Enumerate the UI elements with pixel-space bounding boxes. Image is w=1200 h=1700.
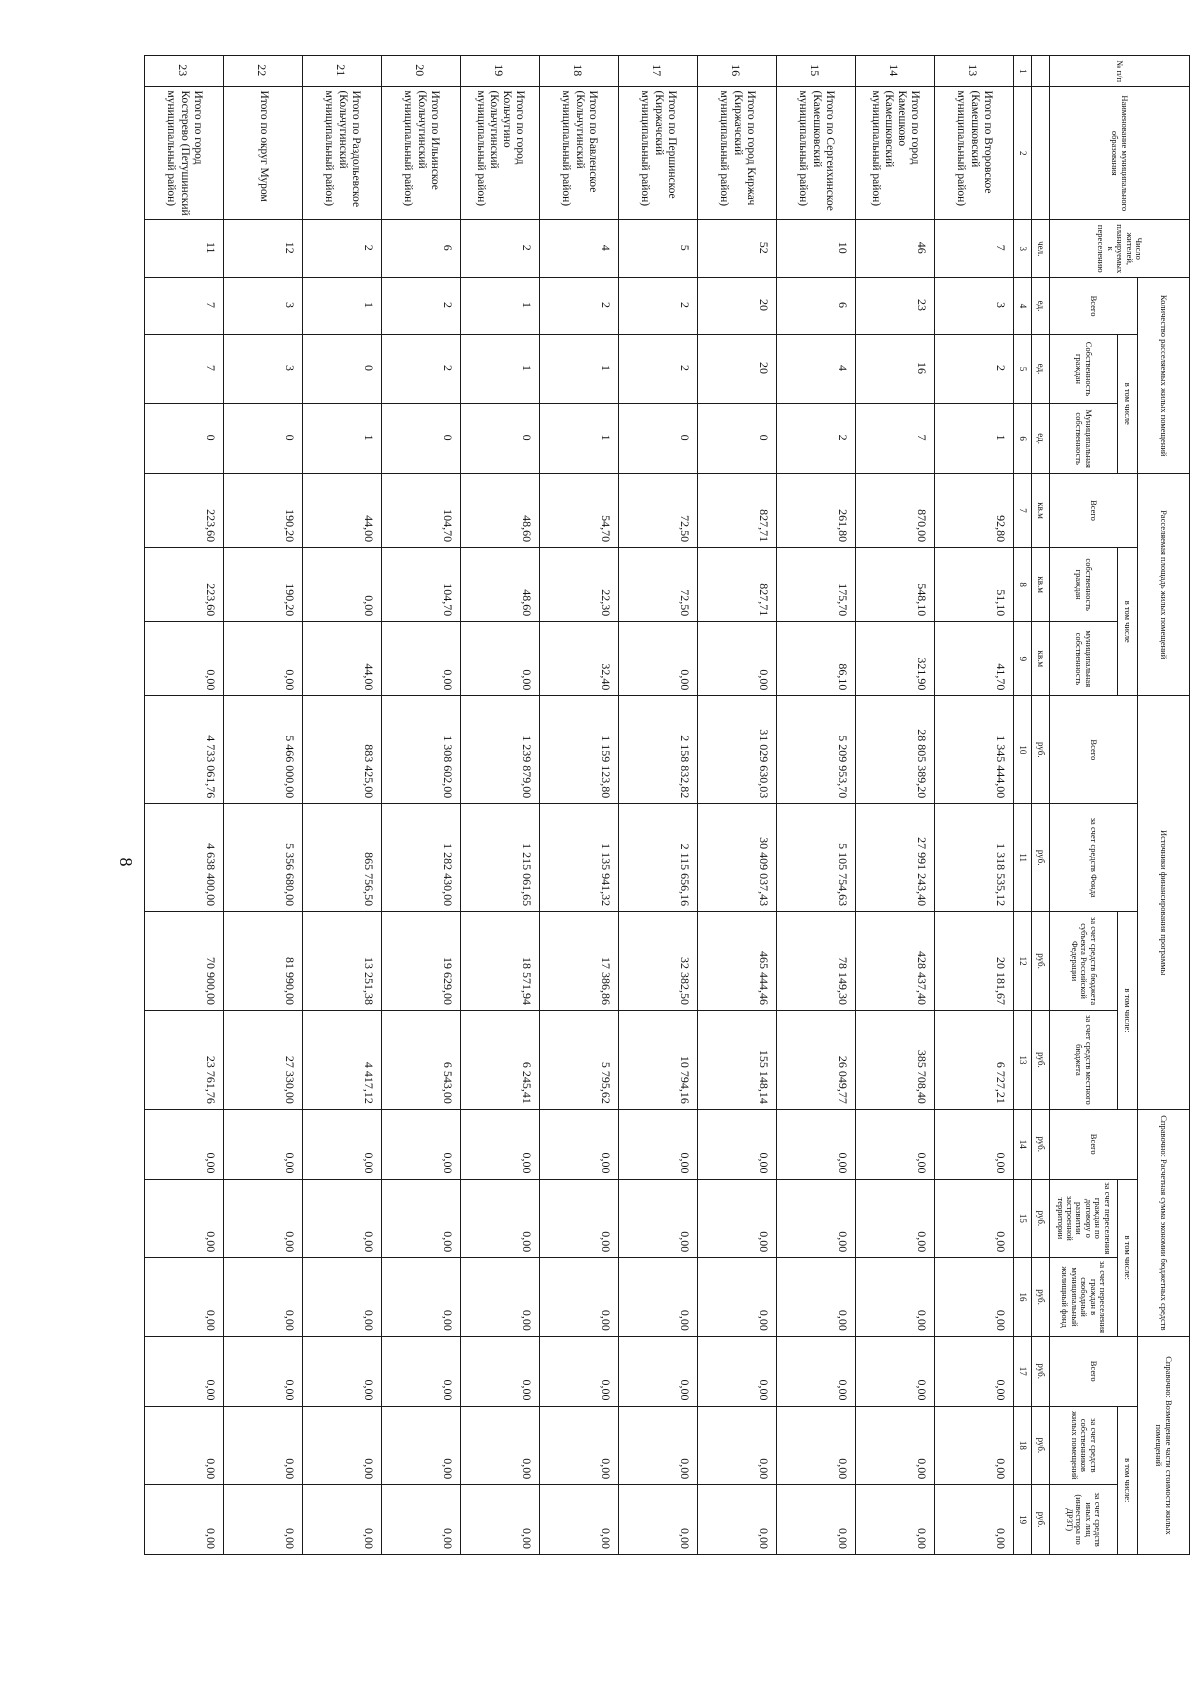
value-cell: 4	[777, 334, 856, 404]
header-econ-incl: в том числе:	[1118, 1179, 1138, 1336]
unit-cell: ед.	[1032, 278, 1050, 334]
value-cell: 0,00	[698, 1179, 777, 1258]
value-cell: 0,00	[619, 1406, 698, 1485]
unit-cell	[1032, 56, 1050, 87]
header-reimb-group: Справочно: Возмещение части стоимости жилых помещений	[1138, 1336, 1190, 1554]
value-cell: 7	[145, 334, 224, 404]
row-number: 16	[698, 56, 777, 87]
unit-cell: кв.м	[1032, 473, 1050, 547]
value-cell: 32,40	[540, 622, 619, 696]
value-cell: 827,71	[698, 548, 777, 622]
value-cell: 0,00	[777, 1485, 856, 1555]
value-cell: 0,00	[935, 1336, 1014, 1406]
value-cell: 17 386,86	[540, 912, 619, 1011]
value-cell: 1 215 061,65	[461, 804, 540, 912]
value-cell: 0,00	[461, 1109, 540, 1179]
value-cell: 0,00	[698, 1336, 777, 1406]
value-cell: 1 135 941,32	[540, 804, 619, 912]
value-cell: 6 543,00	[382, 1011, 461, 1110]
value-cell: 0,00	[303, 1485, 382, 1555]
value-cell: 190,20	[224, 548, 303, 622]
value-cell: 3	[935, 278, 1014, 334]
value-cell: 0,00	[777, 1406, 856, 1485]
header-residents: Число жителей, планируемых к переселению	[1050, 220, 1190, 278]
value-cell: 20 181,67	[935, 912, 1014, 1011]
unit-cell: руб.	[1032, 912, 1050, 1011]
value-cell: 175,70	[777, 548, 856, 622]
header-local-budget: за счет средств местного бюджета	[1050, 1011, 1118, 1110]
value-cell: 1 345 444,00	[935, 696, 1014, 804]
row-number: 14	[856, 56, 935, 87]
value-cell: 2	[461, 220, 540, 278]
value-cell: 0,00	[224, 1179, 303, 1258]
value-cell: 0,00	[303, 1109, 382, 1179]
value-cell: 321,90	[856, 622, 935, 696]
municipality-name: Итого по Першинское (Киржачский муниципальный район)	[619, 87, 698, 220]
header-finance-group: Источники финансирования программы	[1138, 696, 1190, 1109]
column-numbers-row	[1014, 56, 1032, 1555]
value-cell: 0,00	[303, 548, 382, 622]
value-cell: 1	[540, 334, 619, 404]
value-cell: 0,00	[540, 1485, 619, 1555]
row-number: 15	[777, 56, 856, 87]
municipality-name: Итого по Ильинское (Кольчугинский муниципальный район)	[382, 87, 461, 220]
value-cell: 0,00	[619, 1258, 698, 1337]
unit-cell: руб.	[1032, 1011, 1050, 1110]
value-cell: 0,00	[856, 1485, 935, 1555]
page-number: 8	[116, 857, 136, 867]
value-cell: 20	[698, 278, 777, 334]
value-cell: 0,00	[461, 1406, 540, 1485]
row-number: 18	[540, 56, 619, 87]
rotated-table-wrapper	[165, 55, 1190, 1555]
row-number: 23	[145, 56, 224, 87]
value-cell: 2	[540, 278, 619, 334]
header-econ-group: Справочно: Расчетная сумма экономии бюджетных средств	[1138, 1109, 1190, 1336]
table-row	[777, 56, 856, 1555]
value-cell: 0,00	[303, 1336, 382, 1406]
value-cell: 4 417,12	[303, 1011, 382, 1110]
value-cell: 6	[382, 220, 461, 278]
value-cell: 6 727,21	[935, 1011, 1014, 1110]
municipality-name: Итого по город Камешково (Камешковский муниципальный район)	[856, 87, 935, 220]
column-number-cell: 10	[1014, 696, 1032, 804]
value-cell: 0,00	[382, 622, 461, 696]
column-number-cell: 9	[1014, 622, 1032, 696]
row-number: 17	[619, 56, 698, 87]
municipality-name: Итого по Раздольевское (Кольчугинский муниципальный район)	[303, 87, 382, 220]
value-cell: 0,00	[777, 1179, 856, 1258]
value-cell: 18 571,94	[461, 912, 540, 1011]
row-number: 22	[224, 56, 303, 87]
value-cell: 0,00	[935, 1179, 1014, 1258]
value-cell: 70 900,00	[145, 912, 224, 1011]
column-number-cell: 12	[1014, 912, 1032, 1011]
municipality-name: Итого по город Костерево (Петушинский муниципальный район)	[145, 87, 224, 220]
value-cell: 5 209 953,70	[777, 696, 856, 804]
value-cell: 0,00	[540, 1109, 619, 1179]
value-cell: 5 466 000,00	[224, 696, 303, 804]
unit-cell	[1032, 87, 1050, 220]
unit-cell: руб.	[1032, 804, 1050, 912]
value-cell: 1 308 602,00	[382, 696, 461, 804]
value-cell: 0,00	[540, 1406, 619, 1485]
table-row	[461, 56, 540, 1555]
header-reimb-incl: в том числе:	[1118, 1406, 1138, 1554]
value-cell: 5	[619, 220, 698, 278]
value-cell: 0,00	[935, 1406, 1014, 1485]
value-cell: 31 029 630,03	[698, 696, 777, 804]
value-cell: 0,00	[935, 1485, 1014, 1555]
row-number: 19	[461, 56, 540, 87]
value-cell: 0,00	[382, 1485, 461, 1555]
value-cell: 0,00	[619, 1485, 698, 1555]
value-cell: 32 382,50	[619, 912, 698, 1011]
value-cell: 4 638 400,00	[145, 804, 224, 912]
column-number-cell: 6	[1014, 404, 1032, 474]
unit-cell: руб.	[1032, 1406, 1050, 1485]
value-cell: 23 761,76	[145, 1011, 224, 1110]
value-cell: 261,80	[777, 473, 856, 547]
value-cell: 0,00	[856, 1258, 935, 1337]
value-cell: 0,00	[461, 622, 540, 696]
header-fund: за счет средств Фонда	[1050, 804, 1138, 912]
value-cell: 2	[382, 278, 461, 334]
value-cell: 0,00	[856, 1179, 935, 1258]
table-row	[935, 56, 1014, 1555]
value-cell: 0,00	[698, 1406, 777, 1485]
value-cell: 104,70	[382, 473, 461, 547]
value-cell: 7	[856, 404, 935, 474]
value-cell: 0,00	[619, 1109, 698, 1179]
header-num: № п/п	[1050, 56, 1190, 87]
value-cell: 2	[619, 278, 698, 334]
value-cell: 0,00	[145, 1258, 224, 1337]
value-cell: 0	[698, 404, 777, 474]
value-cell: 0,00	[224, 1109, 303, 1179]
header-econ-contract: за счет переселения граждан по договору о развитии застроенной территории	[1050, 1179, 1118, 1258]
value-cell: 10 794,16	[619, 1011, 698, 1110]
value-cell: 0,00	[698, 1109, 777, 1179]
value-cell: 0,00	[145, 1109, 224, 1179]
value-cell: 19 629,00	[382, 912, 461, 1011]
table-row	[303, 56, 382, 1555]
value-cell: 385 708,40	[856, 1011, 935, 1110]
value-cell: 2 158 832,82	[619, 696, 698, 804]
value-cell: 27 330,00	[224, 1011, 303, 1110]
value-cell: 6	[777, 278, 856, 334]
value-cell: 23	[856, 278, 935, 334]
value-cell: 22,30	[540, 548, 619, 622]
column-number-cell: 5	[1014, 334, 1032, 404]
header-citizens-property-area: собственность граждан	[1050, 548, 1118, 622]
value-cell: 0,00	[382, 1336, 461, 1406]
header-area-incl: в том числе	[1118, 548, 1138, 696]
value-cell: 0,00	[224, 1336, 303, 1406]
column-number-cell: 2	[1014, 87, 1032, 220]
unit-cell: ед.	[1032, 334, 1050, 404]
table-row	[382, 56, 461, 1555]
value-cell: 0,00	[145, 1179, 224, 1258]
header-area-group: Расселяемая площадь жилых помещений	[1138, 473, 1190, 695]
value-cell: 0,00	[224, 622, 303, 696]
column-number-cell: 15	[1014, 1179, 1032, 1258]
value-cell: 1 282 430,00	[382, 804, 461, 912]
value-cell: 0,00	[619, 622, 698, 696]
value-cell: 548,10	[856, 548, 935, 622]
value-cell: 54,70	[540, 473, 619, 547]
column-number-cell: 4	[1014, 278, 1032, 334]
value-cell: 2 115 656,16	[619, 804, 698, 912]
resettlement-table	[144, 55, 1190, 1555]
unit-cell: руб.	[1032, 696, 1050, 804]
value-cell: 1 159 123,80	[540, 696, 619, 804]
value-cell: 0,00	[698, 622, 777, 696]
value-cell: 0	[224, 404, 303, 474]
header-name: Наименование муниципального образования	[1050, 87, 1190, 220]
value-cell: 0,00	[540, 1179, 619, 1258]
value-cell: 5 356 680,00	[224, 804, 303, 912]
header-finance-total: Всего	[1050, 696, 1138, 804]
value-cell: 870,00	[856, 473, 935, 547]
value-cell: 12	[224, 220, 303, 278]
value-cell: 0	[619, 404, 698, 474]
value-cell: 2	[935, 334, 1014, 404]
value-cell: 1	[461, 334, 540, 404]
header-area-total: Всего	[1050, 473, 1138, 547]
header-econ-total: Всего	[1050, 1109, 1138, 1179]
value-cell: 223,60	[145, 473, 224, 547]
value-cell: 0	[145, 404, 224, 474]
value-cell: 0,00	[382, 1406, 461, 1485]
column-number-cell: 19	[1014, 1485, 1032, 1555]
column-number-cell: 7	[1014, 473, 1032, 547]
header-municipal-property-area: муниципальная собственность	[1050, 622, 1118, 696]
value-cell: 27 991 243,40	[856, 804, 935, 912]
value-cell: 0,00	[935, 1258, 1014, 1337]
value-cell: 2	[777, 404, 856, 474]
units-row	[1032, 56, 1050, 1555]
value-cell: 92,80	[935, 473, 1014, 547]
value-cell: 0,00	[303, 1406, 382, 1485]
value-cell: 1	[540, 404, 619, 474]
table-header	[1014, 56, 1190, 1555]
value-cell: 4 733 061,76	[145, 696, 224, 804]
municipality-name: Итого по город Кольчугино (Кольчугинский муниципальный район)	[461, 87, 540, 220]
value-cell: 5 105 754,63	[777, 804, 856, 912]
value-cell: 0,00	[382, 1179, 461, 1258]
value-cell: 0,00	[145, 1406, 224, 1485]
value-cell: 7	[145, 278, 224, 334]
value-cell: 1 239 879,00	[461, 696, 540, 804]
value-cell: 827,71	[698, 473, 777, 547]
value-cell: 72,50	[619, 473, 698, 547]
value-cell: 1	[935, 404, 1014, 474]
value-cell: 0,00	[145, 622, 224, 696]
value-cell: 41,70	[935, 622, 1014, 696]
value-cell: 465 444,46	[698, 912, 777, 1011]
value-cell: 3	[224, 278, 303, 334]
value-cell: 190,20	[224, 473, 303, 547]
table-row	[856, 56, 935, 1555]
value-cell: 78 149,30	[777, 912, 856, 1011]
value-cell: 2	[382, 334, 461, 404]
value-cell: 0	[382, 404, 461, 474]
value-cell: 44,00	[303, 473, 382, 547]
value-cell: 2	[303, 220, 382, 278]
column-number-cell: 11	[1014, 804, 1032, 912]
value-cell: 0,00	[382, 1109, 461, 1179]
value-cell: 0,00	[145, 1336, 224, 1406]
row-number: 20	[382, 56, 461, 87]
value-cell: 1 318 535,12	[935, 804, 1014, 912]
value-cell: 30 409 037,43	[698, 804, 777, 912]
municipality-name: Итого по округ Муром	[224, 87, 303, 220]
header-reimb-total: Всего	[1050, 1336, 1138, 1406]
header-municipal-property: Муниципальная собственность	[1050, 404, 1118, 474]
column-number-cell: 18	[1014, 1406, 1032, 1485]
value-cell: 1	[461, 278, 540, 334]
value-cell: 0,00	[145, 1485, 224, 1555]
value-cell: 0,00	[698, 1258, 777, 1337]
value-cell: 0	[303, 334, 382, 404]
header-econ-free-fund: за счет переселения граждан в свободный муниципальный жилищный фонд	[1050, 1258, 1118, 1337]
header-other-funds: за счет средств иных лиц (инвестора по ДРЗТ)	[1050, 1485, 1118, 1555]
value-cell: 81 990,00	[224, 912, 303, 1011]
value-cell: 13 251,38	[303, 912, 382, 1011]
value-cell: 44,00	[303, 622, 382, 696]
unit-cell: кв.м	[1032, 622, 1050, 696]
value-cell: 3	[224, 334, 303, 404]
header-rooms-incl: в том числе	[1118, 334, 1138, 473]
row-number: 13	[935, 56, 1014, 87]
unit-cell: руб.	[1032, 1258, 1050, 1337]
value-cell: 0,00	[777, 1109, 856, 1179]
value-cell: 0,00	[303, 1258, 382, 1337]
value-cell: 11	[145, 220, 224, 278]
value-cell: 0,00	[619, 1336, 698, 1406]
municipality-name: Итого по Бавленское (Кольчугинский муниципальный район)	[540, 87, 619, 220]
table-row	[698, 56, 777, 1555]
column-number-cell: 13	[1014, 1011, 1032, 1110]
value-cell: 883 425,00	[303, 696, 382, 804]
unit-cell: руб.	[1032, 1109, 1050, 1179]
table-row	[224, 56, 303, 1555]
value-cell: 0,00	[935, 1109, 1014, 1179]
header-finance-incl: в том числе:	[1118, 912, 1138, 1110]
value-cell: 4	[540, 220, 619, 278]
value-cell: 28 805 389,20	[856, 696, 935, 804]
value-cell: 16	[856, 334, 935, 404]
row-number: 21	[303, 56, 382, 87]
value-cell: 223,60	[145, 548, 224, 622]
value-cell: 0,00	[540, 1258, 619, 1337]
value-cell: 0,00	[303, 1179, 382, 1258]
value-cell: 0,00	[619, 1179, 698, 1258]
table-row	[145, 56, 224, 1555]
value-cell: 86,10	[777, 622, 856, 696]
value-cell: 0,00	[382, 1258, 461, 1337]
value-cell: 155 148,14	[698, 1011, 777, 1110]
value-cell: 51,10	[935, 548, 1014, 622]
value-cell: 6 245,41	[461, 1011, 540, 1110]
value-cell: 428 437,40	[856, 912, 935, 1011]
value-cell: 865 756,50	[303, 804, 382, 912]
value-cell: 2	[619, 334, 698, 404]
value-cell: 0,00	[224, 1258, 303, 1337]
value-cell: 46	[856, 220, 935, 278]
unit-cell: руб.	[1032, 1179, 1050, 1258]
municipality-name: Итого по Второвское (Камешковский муниципальный район)	[935, 87, 1014, 220]
unit-cell: руб.	[1032, 1336, 1050, 1406]
value-cell: 48,60	[461, 548, 540, 622]
column-number-cell: 1	[1014, 56, 1032, 87]
value-cell: 72,50	[619, 548, 698, 622]
value-cell: 0,00	[856, 1336, 935, 1406]
value-cell: 52	[698, 220, 777, 278]
unit-cell: кв.м	[1032, 548, 1050, 622]
column-number-cell: 17	[1014, 1336, 1032, 1406]
value-cell: 0,00	[777, 1258, 856, 1337]
value-cell: 48,60	[461, 473, 540, 547]
value-cell: 0,00	[856, 1109, 935, 1179]
value-cell: 1	[303, 404, 382, 474]
table-body	[145, 56, 1014, 1555]
value-cell: 0,00	[540, 1336, 619, 1406]
value-cell: 5 795,62	[540, 1011, 619, 1110]
value-cell: 0,00	[698, 1485, 777, 1555]
column-number-cell: 14	[1014, 1109, 1032, 1179]
column-number-cell: 3	[1014, 220, 1032, 278]
header-owners-funds: за счет средств собственников жилых помещений	[1050, 1406, 1118, 1485]
value-cell: 0,00	[461, 1336, 540, 1406]
value-cell: 0,00	[777, 1336, 856, 1406]
header-subject-budget: за счет средств бюджета субъекта Российской Федерации	[1050, 912, 1118, 1011]
table-row	[540, 56, 619, 1555]
value-cell: 20	[698, 334, 777, 404]
value-cell: 0,00	[461, 1179, 540, 1258]
value-cell: 0,00	[224, 1406, 303, 1485]
value-cell: 0	[461, 404, 540, 474]
municipality-name: Итого по Сергеихинское (Камешковский муниципальный район)	[777, 87, 856, 220]
value-cell: 10	[777, 220, 856, 278]
column-number-cell: 16	[1014, 1258, 1032, 1337]
value-cell: 26 049,77	[777, 1011, 856, 1110]
header-rooms-total: Всего	[1050, 278, 1138, 334]
unit-cell: руб.	[1032, 1485, 1050, 1555]
column-number-cell: 8	[1014, 548, 1032, 622]
value-cell: 104,70	[382, 548, 461, 622]
table-row	[619, 56, 698, 1555]
unit-cell: чел.	[1032, 220, 1050, 278]
value-cell: 0,00	[224, 1485, 303, 1555]
header-rooms-group: Количество расселяемых жилых помещений	[1138, 278, 1190, 473]
value-cell: 0,00	[461, 1258, 540, 1337]
value-cell: 0,00	[856, 1406, 935, 1485]
value-cell: 0,00	[461, 1485, 540, 1555]
value-cell: 1	[303, 278, 382, 334]
header-citizens-property: Собственность граждан	[1050, 334, 1118, 404]
value-cell: 7	[935, 220, 1014, 278]
municipality-name: Итого по город Киржач (Киржачский муниципальный район)	[698, 87, 777, 220]
unit-cell: ед.	[1032, 404, 1050, 474]
